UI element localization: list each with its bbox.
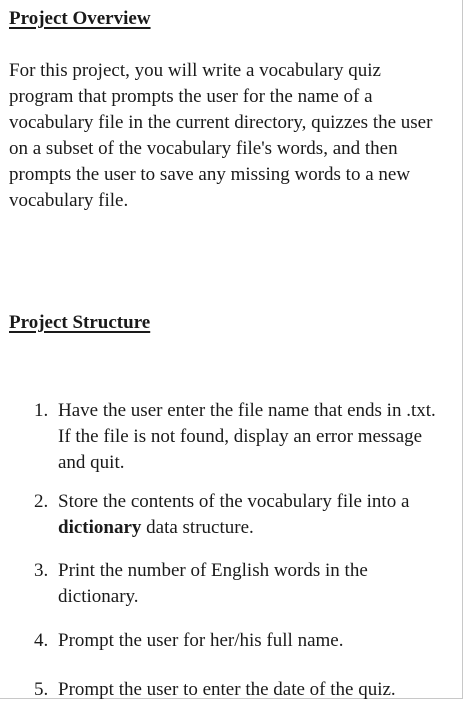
overview-heading: Project Overview [9,8,151,29]
step-number: 2. [34,491,49,512]
step-bold-term: dictionary [58,517,142,538]
step-number: 5. [34,679,49,700]
step-number: 3. [34,560,49,581]
step-text [58,489,450,541]
overview-paragraph: For this project, you will write a vocabulary quiz program that prompts the user for the name of a vocabulary file in the current directory, quizzes the user on a subset of the vocabulary file's words, and then prompts the user to save any missing words to a new vocabulary file. [9,60,433,211]
step-number: 1. [34,400,49,421]
step-text: Have the user enter the file name that ends in .txt. If the file is not found, display an error message and quit. [58,400,436,473]
step-text-after: data structure. [141,517,254,538]
step-number: 4. [34,630,49,651]
structure-heading: Project Structure [9,312,151,333]
step-text-before: Store the contents of the vocabulary file into a [58,491,410,512]
step-text: Print the number of English words in the dictionary. [58,560,368,607]
step-text: Prompt the user to enter the date of the quiz. [58,679,396,700]
step-text: Prompt the user for her/his full name. [58,630,344,651]
